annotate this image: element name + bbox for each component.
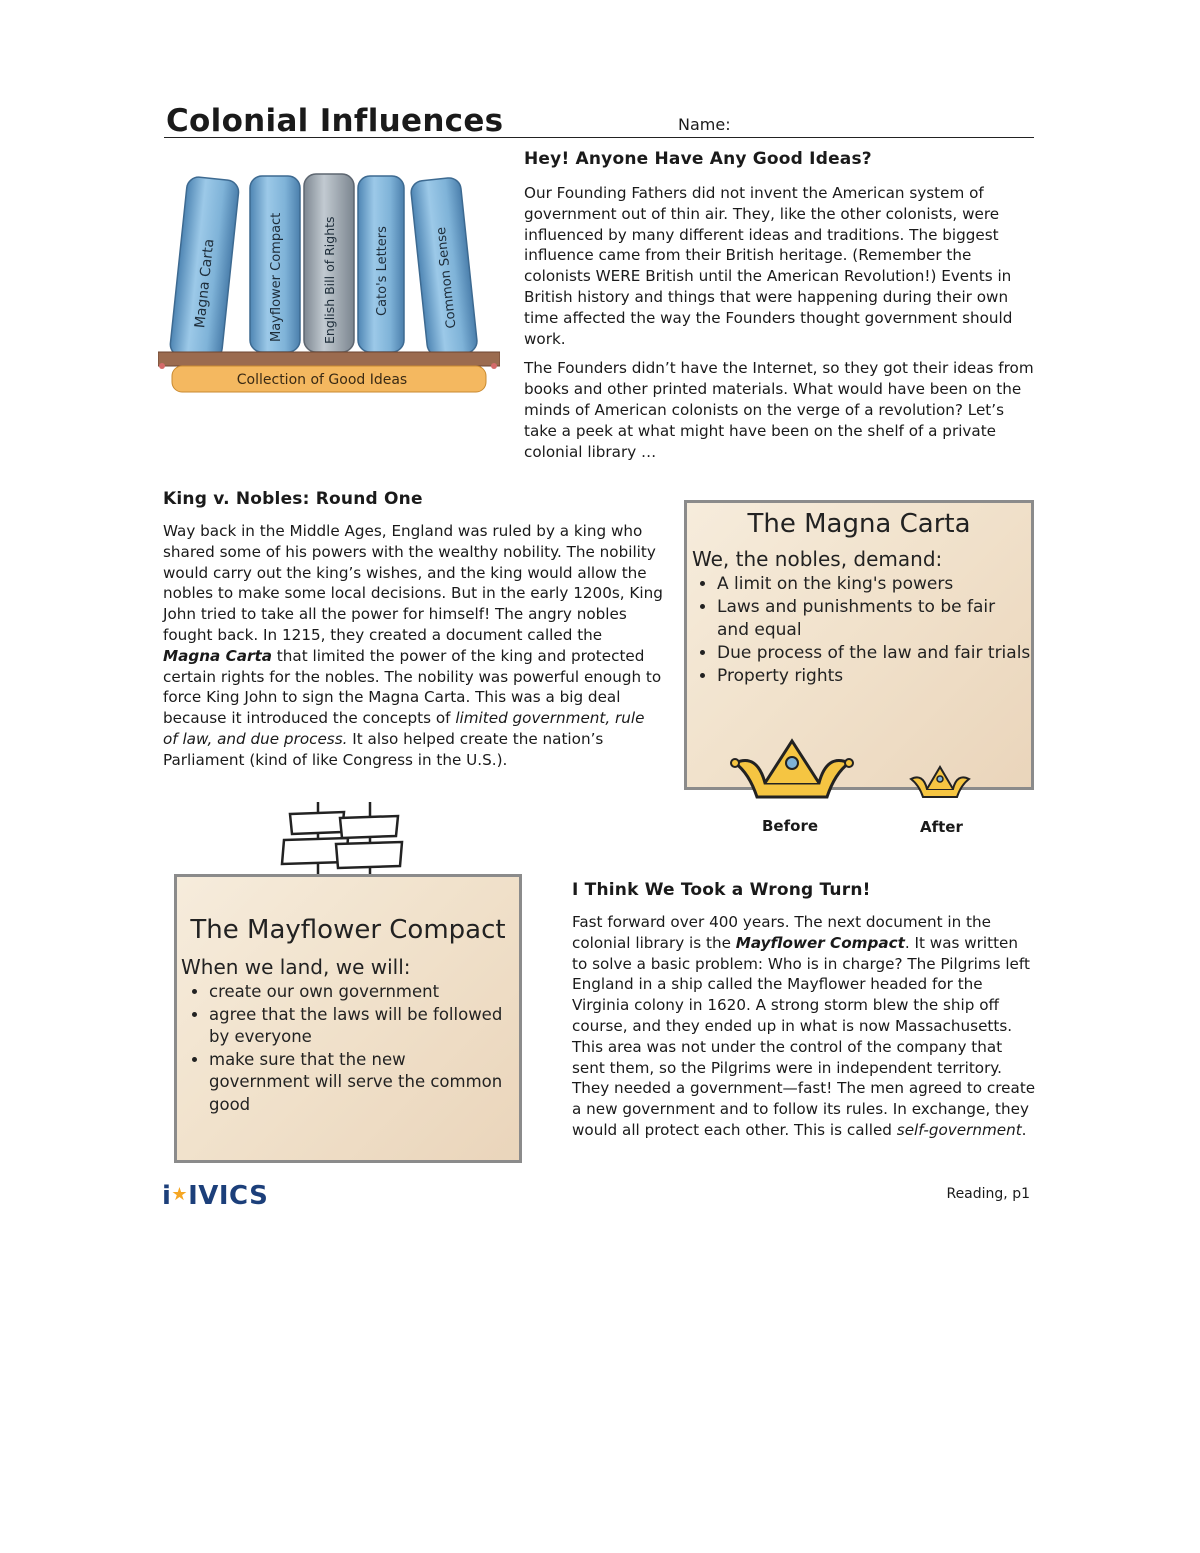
mayflower-sign-intro: When we land, we will: (181, 955, 411, 979)
star-icon: ★ (171, 1184, 189, 1205)
book-mayflower-compact (250, 176, 300, 352)
intro-paragraph-1: Our Founding Fathers did not invent the American system of government out of thin air. They, like the other colonists, were influenced by many different ideas and traditions. The biggest influence came from their British heritage. (Remember the colonists WERE British until the American Revolution!) Events in British history and things that were happening during their own time affected the way the Founders thought government should work. (524, 184, 1013, 348)
king-section (163, 489, 663, 771)
wrong-turn-heading: I Think We Took a Wrong Turn! (572, 880, 871, 900)
books-illustration (158, 166, 500, 396)
magna-sign-item: • Due process of the law and fair trials (717, 642, 1031, 665)
king-text-3: It also helped create the nation’s Parliament (kind of like Congress in the U.S.). (163, 729, 604, 769)
book-magna-carta (169, 176, 240, 360)
mayflower-sign-item: • create our own government (209, 981, 509, 1004)
bookshelf-graphic (158, 166, 500, 396)
king-paragraph (163, 521, 663, 771)
caption-after: After (920, 818, 963, 836)
king-term-concepts: limited government, rule of law, and due process. (163, 709, 645, 748)
turn-text-1: Fast forward over 400 years. The next document in the colonial library is the (572, 913, 991, 952)
wrong-turn-section (572, 880, 1036, 1141)
magna-sign-item: • Laws and punishments to be fair and equal (717, 596, 1031, 642)
mayflower-sign-title: The Mayflower Compact (190, 915, 506, 945)
mayflower-compact-sign (174, 874, 522, 1163)
magna-sign-item: • A limit on the king's powers (717, 573, 1031, 596)
king-text-2: that limited the power of the king and protected certain rights for the nobles. The nobility was powerful enough to force King John to sign the Magna Carta. This was a big deal because it introduced the concepts of (163, 646, 662, 728)
king-heading: King v. Nobles: Round One (163, 489, 423, 509)
icivics-logo (162, 1181, 268, 1211)
book-catos-letters (358, 176, 404, 352)
magna-sign-title: The Magna Carta (747, 509, 971, 539)
spine-label-5: Common Sense (433, 226, 460, 330)
logo-text: IVICS (188, 1181, 269, 1211)
crown-small-icon (907, 763, 973, 799)
shelf (158, 352, 500, 366)
king-term-magna-carta: Magna Carta (163, 646, 272, 665)
spine-label-3: English Bill of Rights (322, 216, 337, 344)
banner-label: Collection of Good Ideas (236, 372, 408, 388)
name-label: Name: (678, 115, 731, 134)
spine-label-2: Mayflower Compact (269, 212, 284, 342)
spine-label-1: Magna Carta (192, 238, 218, 329)
intro-heading: Hey! Anyone Have Any Good Ideas? (524, 149, 872, 169)
magna-sign-list (687, 573, 1031, 688)
wrong-turn-paragraph (572, 912, 1036, 1141)
logo-i: i (162, 1181, 172, 1211)
turn-term-mayflower: Mayflower Compact (735, 933, 905, 952)
mayflower-sign-list (177, 981, 509, 1116)
spine-label-4: Cato's Letters (375, 226, 390, 316)
book-english-bill-of-rights (304, 174, 354, 352)
mayflower-sign-item: • agree that the laws will be followed by everyone (209, 1004, 509, 1049)
magna-sign-intro: We, the nobles, demand: (692, 547, 943, 571)
mayflower-sign-item: • make sure that the new government will serve the common good (209, 1049, 509, 1117)
magna-sign-item: • Property rights (717, 665, 1031, 688)
intro-section (524, 149, 1036, 462)
turn-text-3: . (1021, 1120, 1027, 1139)
intro-paragraph-2: The Founders didn’t have the Internet, so they got their ideas from books and other printed materials. What would have been on the minds of American colonists on the verge of a revolution? Let’s take a peek at what might have been on the shelf of a private colonial library … (524, 359, 1034, 461)
page-label: Reading, p1 (946, 1186, 1030, 1202)
page-title: Colonial Influences (166, 103, 504, 139)
magna-carta-sign (684, 500, 1034, 790)
caption-before: Before (762, 817, 819, 835)
book-common-sense (410, 177, 478, 357)
title-underline (164, 137, 1034, 138)
turn-term-self-government: self-government (896, 1120, 1022, 1139)
turn-text-2: . It was written to solve a basic problem: Who is in charge? The Pilgrims left England in a ship called the Mayflower headed for the Virginia colony in 1620. A strong storm blew the ship off course, and they ended up in what is now Massachusetts. This area was not under the control of the company that sent them, so the Pilgrims were in independent territory. They needed a government—fast! The men agreed to create a new government and to follow its rules. In exchange, they would all protect each other. This is called (572, 933, 1036, 1139)
king-text-1: Way back in the Middle Ages, England was ruled by a king who shared some of his powers with the wealthy nobility. The nobility would carry out the king’s wishes, and the king would allow the nobles to make some local decisions. But in the early 1200s, King John tried to take all the power for himself! The angry nobles fought back. In 1215, they created a document called the (163, 522, 663, 644)
crown-large-icon (727, 733, 857, 803)
